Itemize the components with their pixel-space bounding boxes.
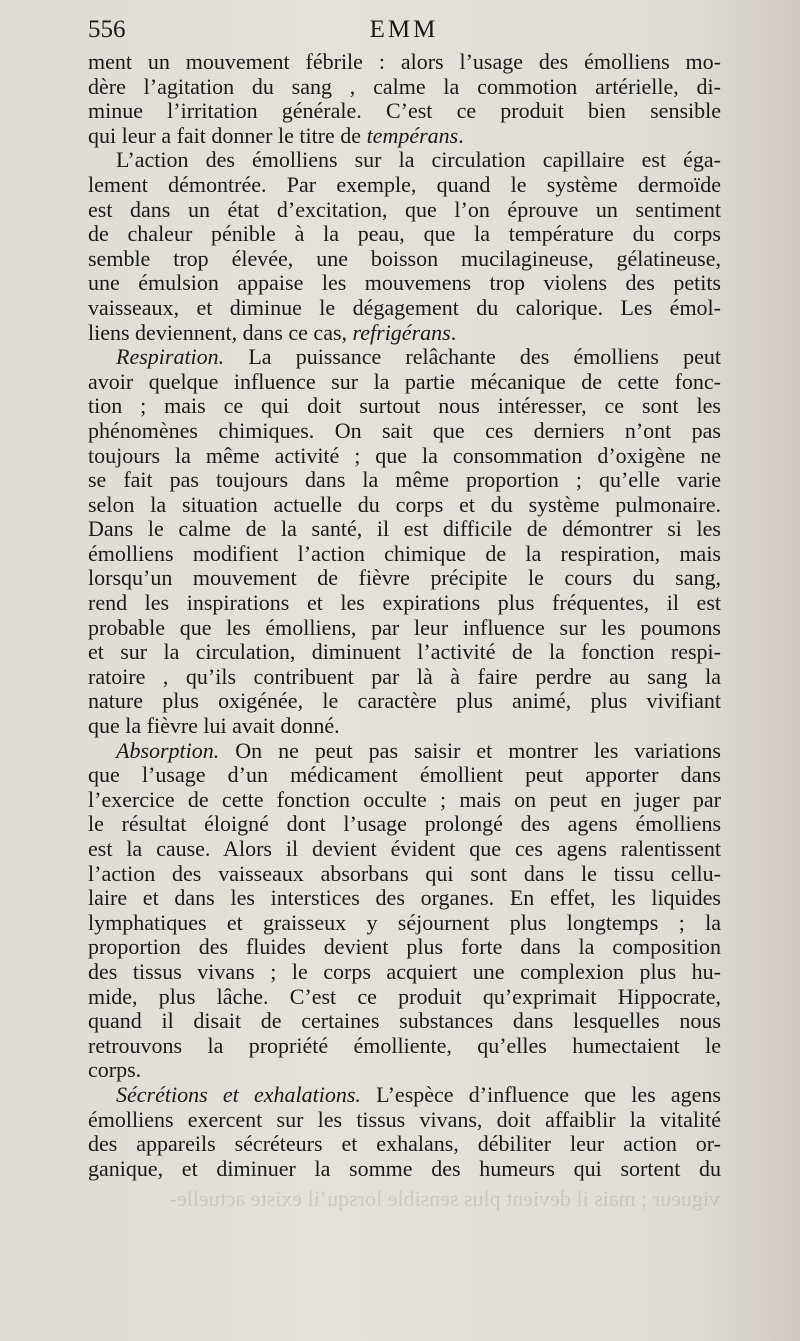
text-line [88, 837, 721, 862]
text-line [88, 788, 721, 813]
text-line [88, 739, 721, 764]
text-run: une émulsion appaise les mouvemens trop violens des petits [88, 270, 721, 296]
text-line [88, 124, 721, 149]
text-run: minue l’irritation générale. C’est ce produit bien sensible [88, 98, 721, 124]
text-line [88, 517, 721, 542]
text-line [88, 1083, 721, 1108]
text-run: lorsqu’un mouvement de fièvre précipite le cours du sang, [88, 565, 721, 591]
text-line [88, 173, 721, 198]
text-run: tion ; mais ce qui doit surtout nous intéresser, ce sont les [88, 393, 721, 419]
text-line [88, 1034, 721, 1059]
text-line [88, 665, 721, 690]
text-run: corps. [88, 1057, 142, 1083]
text-line [88, 493, 721, 518]
show-through-text: vigueur ; mais il devient plus sensible lorsqu’il existe actuelle- [169, 1186, 720, 1211]
text-line [88, 689, 721, 714]
text-line [88, 566, 721, 591]
text-run: ganique, et diminuer la somme des humeurs qui sortent du [88, 1155, 721, 1181]
text-run: proportion des fluides devient plus forte dans la composition [88, 934, 721, 960]
italic-text: tempérans [366, 122, 459, 148]
text-run: des tissus vivans ; le corps acquiert une complexion plus hu- [88, 958, 721, 984]
italic-text: Respiration. [116, 344, 225, 370]
text-line [88, 148, 721, 173]
text-line [88, 222, 721, 247]
text-run: qui leur a fait donner le titre de [88, 122, 367, 148]
text-run: de chaleur pénible à la peau, que la température du corps [88, 221, 721, 247]
text-run: selon la situation actuelle du corps et du système pulmonaire. [88, 491, 721, 517]
text-run: . [450, 319, 457, 345]
text-run: émolliens modifient l’action chimique de la respiration, mais [88, 540, 721, 566]
text-line [88, 247, 721, 272]
text-run: des appareils sécréteurs et exhalans, débiliter leur action or- [88, 1131, 721, 1157]
text-run: émolliens exercent sur les tissus vivans, doit affaiblir la vitalité [88, 1106, 721, 1132]
text-run: quand il disait de certaines substances dans lesquelles nous [88, 1008, 721, 1034]
text-run: est la cause. Alors il devient évident que ces agens ralentissent [88, 836, 721, 861]
text-line [88, 1108, 721, 1133]
text-line [88, 714, 721, 739]
text-run: On ne peut pas saisir et montrer les variations [219, 737, 721, 763]
text-line [88, 50, 721, 75]
text-run: semble trop élevée, une boisson mucilagineuse, gélatineuse, [88, 245, 721, 271]
text-line [88, 419, 721, 444]
text-run: phénomènes chimiques. On sait que ces derniers n’ont pas [88, 417, 721, 443]
text-run: ratoire , qu’ils contribuent par là à faire perdre au sang la [88, 663, 721, 689]
text-run: le résultat éloigné dont l’usage prolongé des agens émolliens [88, 811, 721, 837]
italic-text: Absorption. [116, 737, 220, 763]
text-line [88, 935, 721, 960]
text-line [88, 616, 721, 641]
text-line [88, 99, 721, 124]
text-line [88, 862, 721, 887]
text-run: avoir quelque influence sur la partie mécanique de cette fonc- [88, 368, 721, 394]
running-title: EMM [369, 16, 439, 43]
text-line [88, 1058, 721, 1083]
text-run: mide, plus lâche. C’est ce produit qu’exprimait Hippocrate, [88, 983, 721, 1009]
running-header [88, 16, 720, 50]
text-run: que l’usage d’un médicament émollient peut apporter dans [88, 762, 721, 788]
text-line [88, 591, 721, 616]
page-number: 556 [88, 16, 126, 43]
text-run: est dans un état d’excitation, que l’on éprouve un sentiment [88, 196, 721, 222]
text-line [88, 886, 721, 911]
text-run: dère l’agitation du sang , calme la commotion artérielle, di- [88, 73, 721, 99]
text-run: . [458, 122, 464, 148]
text-line [88, 444, 721, 469]
text-line [88, 394, 721, 419]
text-run: l’action des vaisseaux absorbans qui sont dans le tissu cellu- [88, 860, 721, 886]
text-run: La puissance relâchante des émolliens peut [224, 344, 721, 370]
text-run: liens deviennent, dans ce cas, [88, 319, 353, 345]
text-run: retrouvons la propriété émolliente, qu’elles humectaient le [88, 1032, 721, 1058]
text-run: lement démontrée. Par exemple, quand le système dermoïde [88, 171, 721, 197]
text-line [88, 1009, 721, 1034]
text-line [88, 370, 721, 395]
text-line [88, 763, 721, 788]
text-run: rend les inspirations et les expirations plus fréquentes, il est [88, 590, 721, 616]
text-line [88, 468, 721, 493]
text-line [88, 911, 721, 936]
text-line [88, 640, 721, 665]
text-run: lymphatiques et graisseux y séjournent plus longtemps ; la [88, 909, 721, 935]
text-run: L’espèce d’influence que les agens [360, 1081, 721, 1107]
text-line [88, 321, 721, 346]
text-line [88, 75, 721, 100]
text-run: se fait pas toujours dans la même proportion ; qu’elle varie [88, 467, 721, 493]
italic-text: refrigérans [352, 319, 451, 345]
italic-text: Sécrétions et exhalations. [116, 1081, 361, 1107]
text-line [88, 812, 721, 837]
text-run: toujours la même activité ; que la consommation d’oxigène ne [88, 442, 721, 468]
body-text [88, 50, 721, 1181]
text-run: nature plus oxigénée, le caractère plus animé, plus vivifiant [88, 688, 721, 714]
text-run: probable que les émolliens, par leur influence sur les poumons [88, 614, 721, 640]
text-line [88, 542, 721, 567]
text-run: laire et dans les interstices des organes. En effet, les liquides [88, 885, 721, 911]
text-run: et sur la circulation, diminuent l’activité de la fonction respi- [88, 639, 721, 665]
text-line [88, 960, 721, 985]
text-run: que la fièvre lui avait donné. [88, 713, 340, 739]
text-line [88, 296, 721, 321]
text-run: ment un mouvement fébrile : alors l’usage des émolliens mo- [88, 49, 721, 74]
text-line [88, 198, 721, 223]
text-line [88, 1132, 721, 1157]
text-run: Dans le calme de la santé, il est difficile de démontrer si les [88, 516, 721, 542]
text-line [88, 1157, 721, 1182]
text-run: l’exercice de cette fonction occulte ; mais on peut en juger par [88, 786, 721, 812]
text-run: L’action des émolliens sur la circulation capillaire est éga- [116, 147, 721, 173]
text-run: vaisseaux, et diminue le dégagement du calorique. Les émol- [88, 294, 721, 320]
text-line [88, 985, 721, 1010]
text-line [88, 345, 721, 370]
text-line [88, 271, 721, 296]
